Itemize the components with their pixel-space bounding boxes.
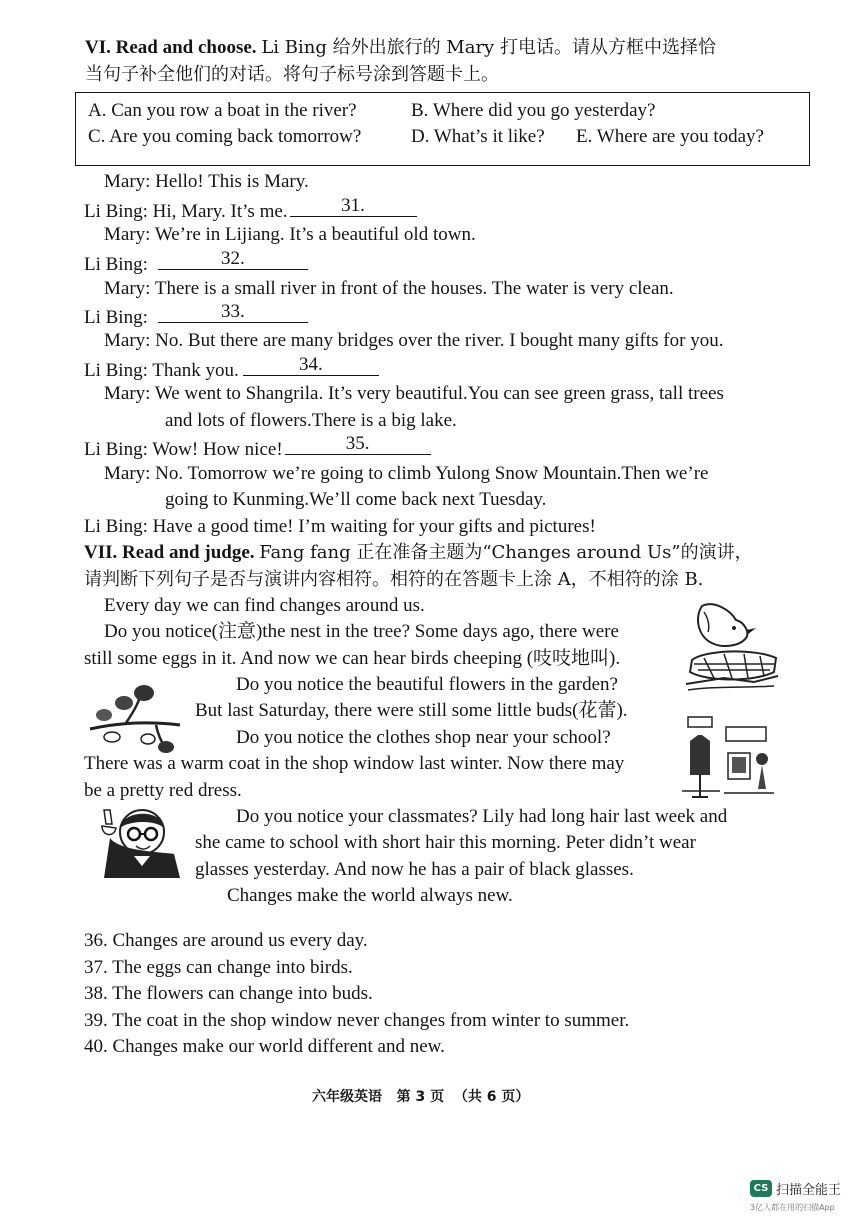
passage-line: she came to school with short hair this morning. Peter didn’t wear (195, 832, 696, 853)
option-a: A. Can you row a boat in the river? (88, 100, 357, 121)
option-b: B. Where did you go yesterday? (411, 100, 656, 121)
dialogue-line: Li Bing: 32. (84, 249, 308, 278)
boy-glasses-illustration (96, 806, 182, 882)
section-6-title: VI. Read and choose. (85, 37, 257, 58)
dialogue-line: Mary: Hello! This is Mary. (104, 171, 309, 192)
dialogue-line: Li Bing: Have a good time! I’m waiting for your gifts and pictures! (84, 516, 596, 537)
watermark-app-name: 扫描全能王 (776, 1183, 842, 1198)
question-38: 38. The flowers can change into buds. (84, 983, 373, 1004)
camscanner-logo-icon: CS (750, 1180, 772, 1197)
passage-line: be a pretty red dress. (84, 780, 242, 801)
answer-blank-34: 34. (243, 355, 379, 376)
passage-line: Do you notice the beautiful flowers in the garden? (236, 674, 618, 695)
section-7-intro-1: Fang fang 正在准备主题为“Changes around Us”的演讲， (259, 542, 753, 563)
section-6-intro-1: Li Bing 给外出旅行的 Mary 打电话。请从方框中选择恰 (261, 37, 716, 58)
option-d: D. What’s it like? (411, 126, 545, 147)
passage-line: Changes make the world always new. (227, 885, 513, 906)
answer-blank-35: 35. (285, 434, 431, 455)
dialogue-line: Li Bing: Hi, Mary. It’s me. 31. (84, 196, 417, 225)
dialogue-line: Li Bing: 33. (84, 302, 308, 331)
page-footer: 六年级英语 第 3 页 （共 6 页） (312, 1089, 530, 1105)
dialogue-line: Mary: No. But there are many bridges over the river. I bought many gifts for you. (104, 330, 724, 351)
question-36: 36. Changes are around us every day. (84, 930, 368, 951)
watermark-tagline: 3亿人都在用的扫描App (750, 1203, 835, 1212)
passage-line: Every day we can find changes around us. (104, 595, 425, 616)
question-40: 40. Changes make our world different and new. (84, 1036, 445, 1057)
dialogue-line: and lots of flowers.There is a big lake. (165, 410, 457, 431)
answer-blank-33: 33. (158, 302, 308, 323)
scanner-watermark (750, 1179, 841, 1198)
passage-line: still some eggs in it. And now we can hear birds cheeping (吱吱地叫). (84, 648, 621, 669)
section-6-intro-2: 当句子补全他们的对话。将句子标号涂到答题卡上。 (85, 64, 499, 85)
dialogue-line: Li Bing: Wow! How nice! 35. (84, 434, 431, 463)
question-39: 39. The coat in the shop window never changes from winter to summer. (84, 1010, 630, 1031)
passage-line: glasses yesterday. And now he has a pair of black glasses. (195, 859, 634, 880)
option-e: E. Where are you today? (576, 126, 764, 147)
passage-line: Do you notice(注意)the nest in the tree? Some days ago, there were (104, 621, 619, 642)
section-7-intro-2: 请判断下列句子是否与演讲内容相符。相符的在答题卡上涂 A，不相符的涂 B. (84, 569, 704, 590)
answer-blank-31: 31. (290, 196, 417, 217)
passage-line: Do you notice your classmates? Lily had long hair last week and (236, 806, 728, 827)
clothes-shop-illustration (680, 711, 776, 803)
section-6-header (85, 35, 716, 61)
section-7-title: VII. Read and judge. (84, 542, 255, 563)
dialogue-line: Li Bing: Thank you. 34. (84, 355, 379, 384)
answer-blank-32: 32. (158, 249, 308, 270)
section-7-header (84, 540, 753, 566)
passage-line: There was a warm coat in the shop window last winter. Now there may (84, 753, 625, 774)
question-37: 37. The eggs can change into birds. (84, 957, 353, 978)
dialogue-line: Mary: No. Tomorrow we’re going to climb Yulong Snow Mountain.Then we’re (104, 463, 709, 484)
dialogue-line: Mary: There is a small river in front of the houses. The water is very clean. (104, 278, 674, 299)
option-c: C. Are you coming back tomorrow? (88, 126, 362, 147)
flower-buds-illustration (86, 681, 184, 753)
dialogue-line: Mary: We’re in Lijiang. It’s a beautiful old town. (104, 224, 476, 245)
bird-nest-illustration (684, 598, 780, 698)
passage-line: Do you notice the clothes shop near your school? (236, 727, 611, 748)
dialogue-line: going to Kunming.We’ll come back next Tuesday. (165, 489, 547, 510)
passage-line: But last Saturday, there were still some little buds(花蕾). (195, 700, 628, 721)
dialogue-line: Mary: We went to Shangrila. It’s very beautiful.You can see green grass, tall trees (104, 383, 724, 404)
